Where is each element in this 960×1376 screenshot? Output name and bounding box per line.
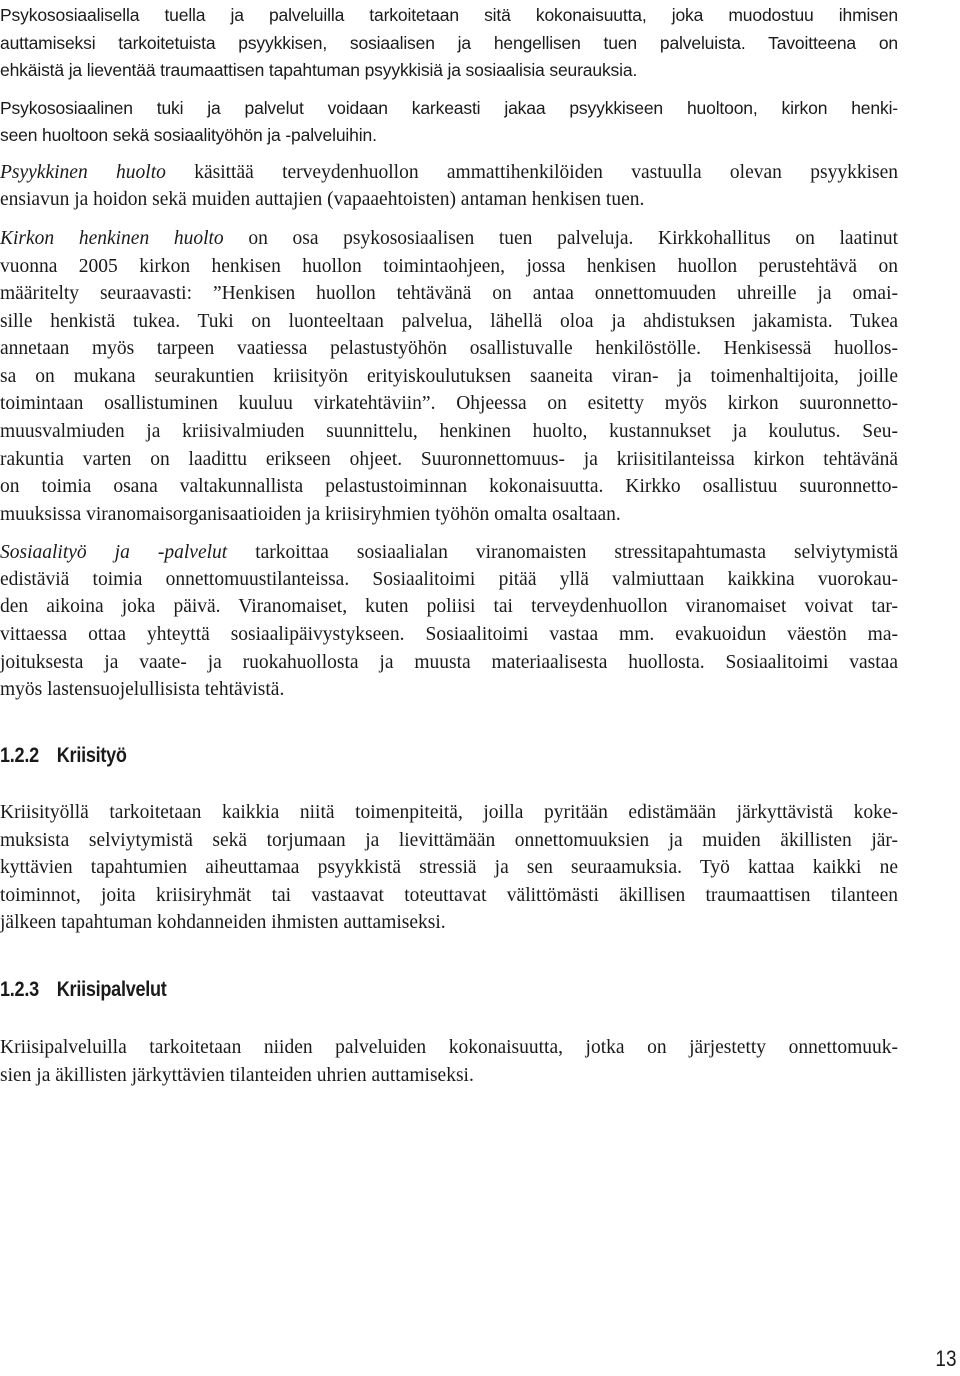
section-number: 1.2.3 <box>0 978 39 1001</box>
paragraph-4-line-5: annetaan myös tarpeen vaatiessa pelastustyöhön osallistuvalle henkilöstölle. Henkisessä huollos- <box>0 338 898 359</box>
paragraph-4-line-1-text: on osa psykososiaalisen tuen palveluja. Kirkkohallitus on laatinut <box>223 228 898 249</box>
kriisipalvelut-line-1: Kriisipalveluilla tarkoitetaan niiden palveluiden kokonaisuutta, jotka on järjestetty onnettomuuk- <box>0 1037 898 1058</box>
paragraph-4-line-4: sille henkistä tukea. Tuki on luonteeltaan palvelua, lähellä oloa ja ahdistuksen jakamista. Tukea <box>0 311 898 332</box>
kriisityo-line-1: Kriisityöllä tarkoitetaan kaikkia niitä toimenpiteitä, joilla pyritään edistämään järkyttävistä koke- <box>0 802 898 823</box>
paragraph-1-line-3: ehkäistä ja lieventää traumaattisen tapahtuman psyykkisiä ja sosiaalisia seurauksia. <box>0 60 638 80</box>
paragraph-4-line-8: muusvalmiuden ja kriisivalmiuden suunnittelu, henkinen huolto, kustannukset ja koulutus. Seu- <box>0 421 898 442</box>
paragraph-5-line-4: vittaessa ottaa yhteyttä sosiaalipäivystykseen. Sosiaalitoimi vastaa mm. evakuoidun väestön ma- <box>0 624 898 645</box>
paragraph-3-line-1 <box>0 160 898 186</box>
paragraph-2-line-2: seen huoltoon sekä sosiaalityöhön ja -palveluihin. <box>0 125 377 145</box>
paragraph-4-line-7: toimintaan osallistuminen kuuluu virkatehtäviin”. Ohjeessa on esitetty myös kirkon suuronnetto- <box>0 393 898 414</box>
paragraph-4-line-9: rakuntia varten on laadittu erikseen ohjeet. Suuronnettomuus- ja kriisitilanteissa kirkon tehtävänä <box>0 449 898 470</box>
paragraph-5-line-1-text: tarkoittaa sosiaalialan viranomaisten stressitapahtumasta selviytymistä <box>227 542 898 563</box>
paragraph-5-line-2: edistäviä toimia onnettomuustilanteissa. Sosiaalitoimi pitää yllä valmiuttaan kaikkina vuorokau- <box>0 569 898 590</box>
section-title: Kriisipalvelut <box>56 978 167 1001</box>
kriisityo-line-5: jälkeen tapahtuman kohdanneiden ihmisten auttamiseksi. <box>0 912 446 933</box>
paragraph-2-line-1: Psykososiaalinen tuki ja palvelut voidaan karkeasti jakaa psyykkiseen huoltoon, kirkon henki- <box>0 98 898 118</box>
term-psyykkinen-huolto: Psyykkinen huolto <box>0 162 166 183</box>
kriisityo-line-2: muksista selviytymistä sekä torjumaan ja lievittämään onnettomuuksien ja muiden äkillisten jär- <box>0 830 898 851</box>
paragraph-5-line-1 <box>0 540 898 566</box>
paragraph-4-line-1 <box>0 226 898 252</box>
section-number: 1.2.2 <box>0 744 39 767</box>
paragraph-4-line-10: on toimia osana valtakunnallista pelastustoiminnan kokonaisuutta. Kirkko osallistuu suuronnetto- <box>0 476 898 497</box>
paragraph-1-line-2: auttamiseksi tarkoitetuista psyykkisen, sosiaalisen ja hengellisen tuen palveluista. Tavoitteena on <box>0 33 898 53</box>
section-title: Kriisityö <box>56 744 127 767</box>
paragraph-4-line-2: vuonna 2005 kirkon henkisen huollon toimintaohjeen, jossa henkisen huollon perustehtävä on <box>0 256 898 277</box>
paragraph-4-line-11: muuksissa viranomaisorganisaatioiden ja kriisiryhmien työhön omalta osaltaan. <box>0 504 621 525</box>
page-number: 13 <box>934 1346 956 1371</box>
paragraph-3-line-2: ensiavun ja hoidon sekä muiden auttajien (vapaaehtoisten) antaman henkisen tuen. <box>0 189 645 210</box>
paragraph-1-line-1: Psykososiaalisella tuella ja palveluilla tarkoitetaan sitä kokonaisuutta, joka muodostuu ihmisen <box>0 5 898 25</box>
paragraph-4-line-3: määritelty seuraavasti: ”Henkisen huollon tehtävänä on antaa onnettomuuden uhreille ja omai- <box>0 283 898 304</box>
term-kirkon-henkinen-huolto: Kirkon henkinen huolto <box>0 228 224 249</box>
paragraph-5-line-6: myös lastensuojelullisista tehtävistä. <box>0 679 285 700</box>
paragraph-4-line-6: sa on mukana seurakuntien kriisityön erityiskoulutuksen saaneita viran- ja toimenhaltijoita, joille <box>0 366 898 387</box>
paragraph-5-line-5: joituksesta ja vaate- ja ruokahuollosta ja muusta materiaalisesta huollosta. Sosiaalitoimi vastaa <box>0 652 898 673</box>
term-sosiaalityo-ja-palvelut: Sosiaalityö ja -palvelut <box>0 542 228 563</box>
kriisipalvelut-line-2: sien ja äkillisten järkyttävien tilanteiden uhrien auttamiseksi. <box>0 1065 474 1086</box>
kriisityo-line-4: toiminnot, joita kriisiryhmät tai vastaavat toteuttavat välittömästi äkillisen traumaattisen tilanteen <box>0 885 898 906</box>
paragraph-5-line-3: den aikoina joka päivä. Viranomaiset, kuten poliisi tai terveydenhuollon viranomaiset voivat tar- <box>0 596 898 617</box>
section-heading-kriisipalvelut <box>0 978 167 1002</box>
section-heading-kriisityo <box>0 744 127 768</box>
paragraph-3-line-1-text: käsittää terveydenhuollon ammattihenkilöiden vastuulla olevan psyykkisen <box>165 162 898 183</box>
kriisityo-line-3: kyttävien tapahtumien aiheuttamaa psyykkistä stressiä ja sen seuraamuksia. Työ kattaa kaikki ne <box>0 857 898 878</box>
